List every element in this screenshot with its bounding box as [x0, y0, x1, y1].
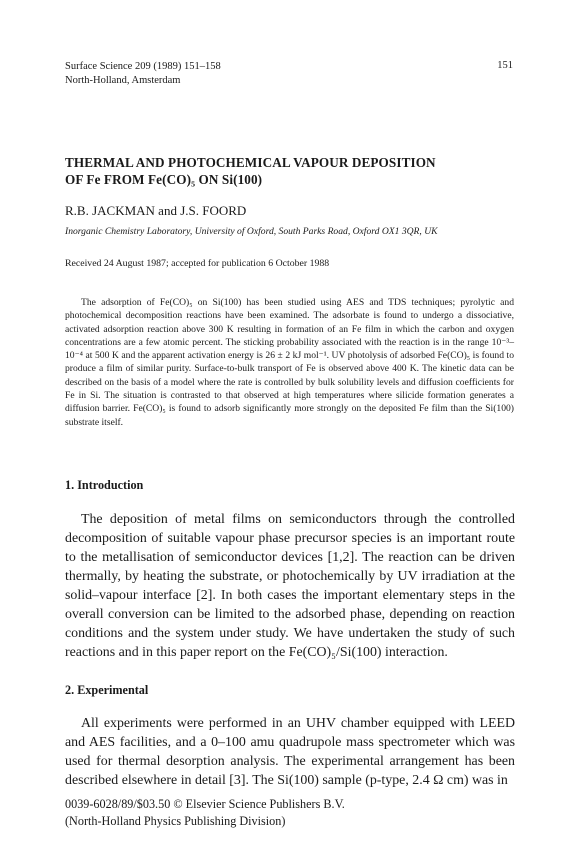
paper-title	[65, 154, 525, 188]
journal-header	[65, 60, 221, 88]
affiliation: Inorganic Chemistry Laboratory, University of Oxford, South Parks Road, Oxford OX1 3QR, UK	[65, 226, 438, 237]
section-heading-experimental: 2. Experimental	[65, 683, 149, 697]
received-dates: Received 24 August 1987; accepted for publication 6 October 1988	[65, 258, 330, 269]
section-heading-introduction: 1. Introduction	[65, 478, 144, 492]
footer-division-line: (North-Holland Physics Publishing Division)	[65, 814, 286, 828]
footer	[65, 796, 345, 830]
page-number: 151	[497, 60, 513, 71]
journal-citation: Surface Science 209 (1989) 151–158	[65, 61, 221, 72]
abstract: The adsorption of Fe(CO)₅ on Si(100) has been studied using AES and TDS techniques; pyrolytic and photochemical decomposition reactions have been examined. The adsorbate is found to undergo a dissociative, activated adsorption reaction above 300 K resulting in formation of an Fe film in which the carbon and oxygen concentrations are a few atomic percent. The sticking probability associated with the reaction is in the range 10⁻³–10⁻⁴ at 500 K and the apparent activation energy is 26 ± 2 kJ mol⁻¹. UV photolysis of adsorbed Fe(CO)₅ is found to produce a film of similar purity. Surface-to-bulk transport of Fe is observed above 400 K. The kinetic data can be described on the basis of a model where the rate is controlled by bulk solubility levels and diffusion coefficients for Fe in Si. The situation is contrasted to that observed at high temperatures where silicide formation generates a diffusion barrier. Fe(CO)₅ is found to adsorb significantly more strongly on the deposited Fe film than the Si(100) substrate itself.	[65, 297, 514, 428]
title-line-2: OF Fe FROM Fe(CO)₅ ON Si(100)	[65, 172, 263, 187]
authors: R.B. JACKMAN and J.S. FOORD	[65, 203, 247, 218]
experimental-paragraph: All experiments were performed in an UHV chamber equipped with LEED and AES facilities, and a 0–100 amu quadrupole mass spectrometer which was used for thermal desorption analysis. The experimental arrangement has been described elsewhere in detail [3]. The Si(100) sample (p-type, 2.4 Ω cm) was in	[65, 716, 515, 788]
introduction-paragraph: The deposition of metal films on semiconductors through the controlled decomposition of suitable vapour phase precursor species is an important route to the metallisation of semiconductor devices [1,2]. The reaction can be driven thermally, by heating the substrate, or photochemically by UV irradiation at the solid–vapour interface [2]. In both cases the important elementary steps in the overall conversion can be limited to the adsorbed phase, depending on reaction conditions and the system under study. We have undertaken the study of such reactions and in this paper report on the Fe(CO)₅/Si(100) interaction.	[65, 512, 515, 660]
footer-code-line: 0039-6028/89/$03.50 © Elsevier Science Publishers B.V.	[65, 797, 345, 811]
title-line-1: THERMAL AND PHOTOCHEMICAL VAPOUR DEPOSITION	[65, 155, 436, 170]
publisher-line: North-Holland, Amsterdam	[65, 75, 181, 86]
